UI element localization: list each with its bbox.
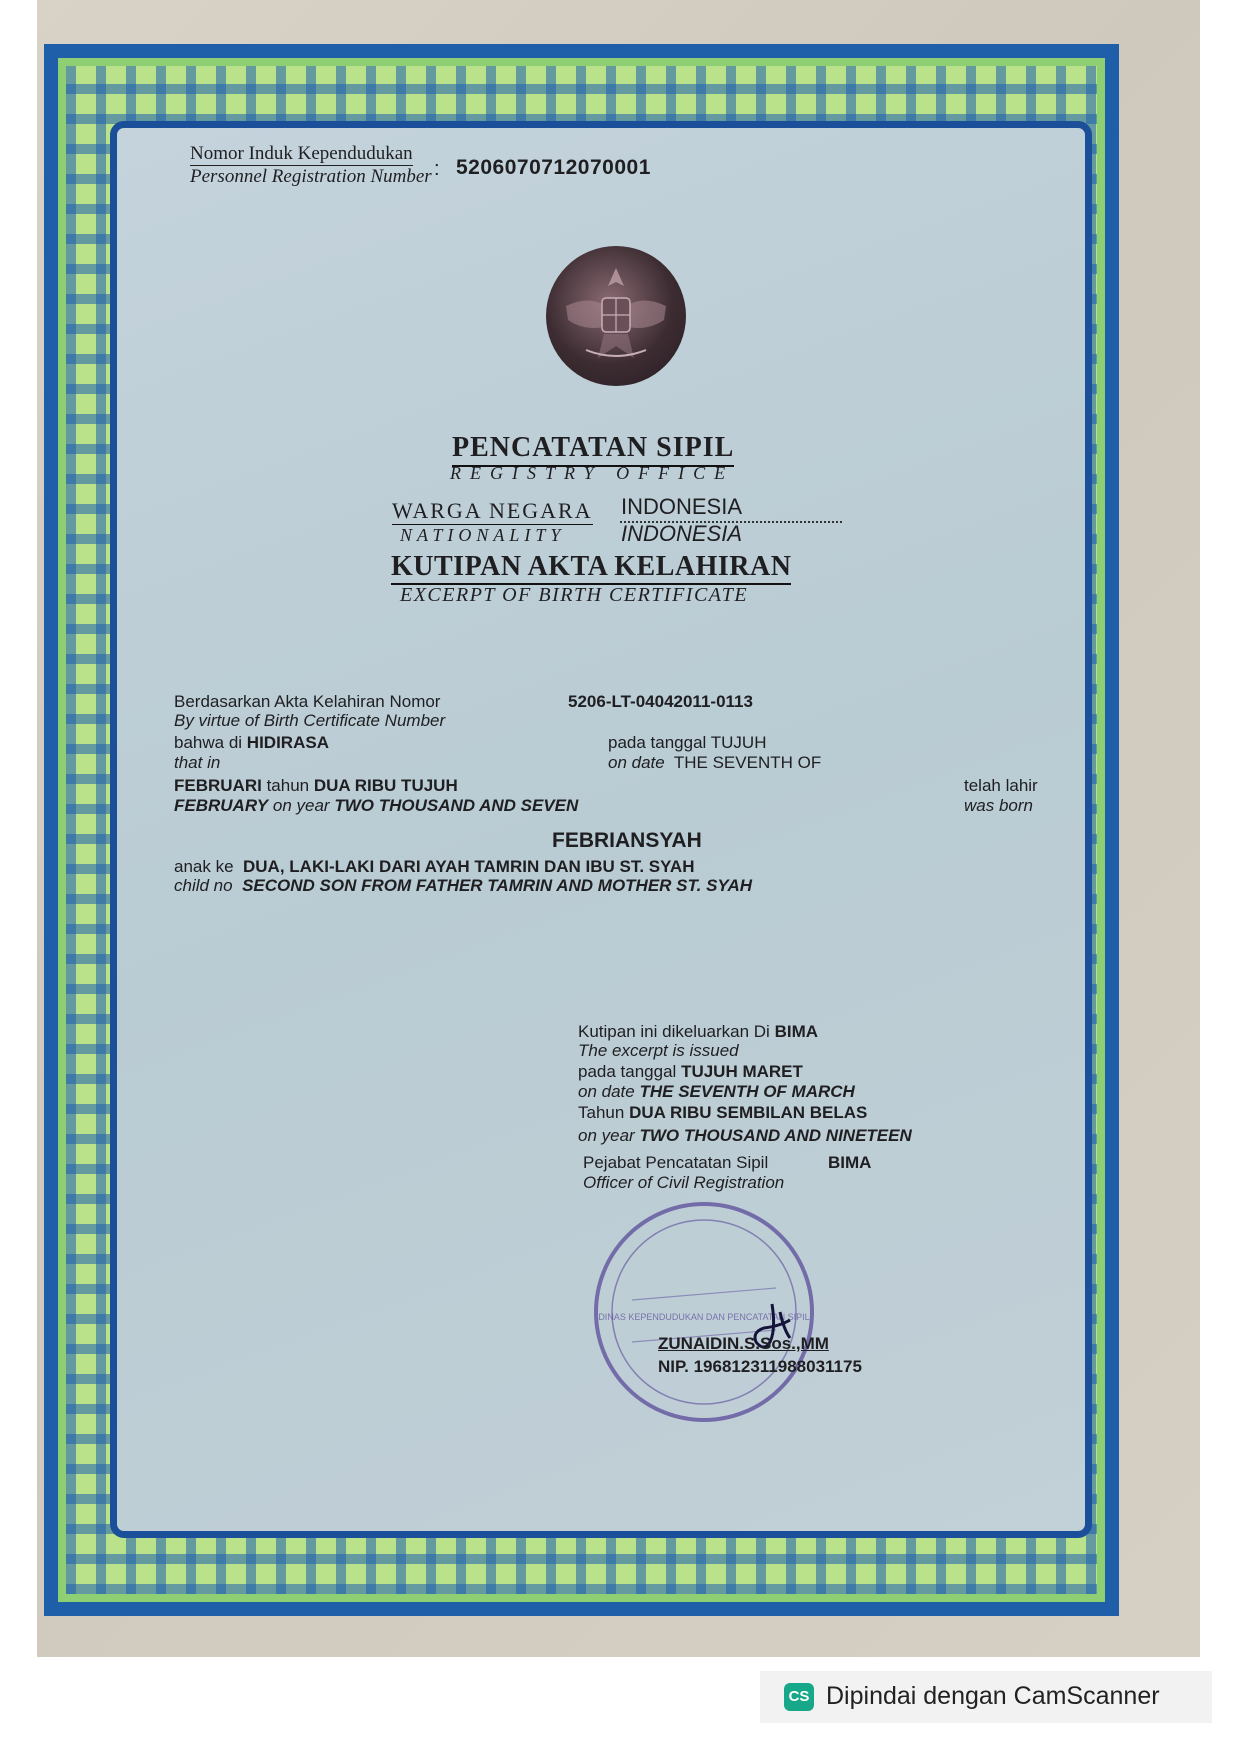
place-line-id [174, 733, 329, 752]
year-word-id: tahun [266, 776, 310, 795]
month-en: FEBRUARY [174, 796, 269, 815]
date-value-id: TUJUH [710, 733, 767, 752]
issued-year-prefix-id: Tahun [578, 1103, 625, 1122]
nik-label [190, 143, 432, 188]
issued-date-prefix-en: on date [578, 1082, 635, 1101]
child-no-value-en: SECOND SON FROM FATHER TAMRIN AND MOTHER ST. SYAH [242, 876, 753, 895]
issued-label-id: Kutipan ini dikeluarkan Di [578, 1022, 770, 1041]
officer-label-id: Pejabat Pencatatan Sipil [583, 1153, 769, 1172]
nationality-value-en: INDONESIA [621, 521, 743, 546]
title-pencatatan-sipil: PENCATATAN SIPIL [452, 432, 734, 467]
issued-date-en: THE SEVENTH OF MARCH [639, 1082, 855, 1101]
born-en: was born [964, 796, 1033, 815]
issued-date-id: TUJUH MARET [681, 1062, 803, 1081]
title-registry-office: REGISTRY OFFICE [450, 463, 735, 483]
issued-year-line-id [578, 1103, 867, 1122]
nik-value: 5206070712070001 [456, 156, 651, 179]
doc-title-excerpt: EXCERPT OF BIRTH CERTIFICATE [400, 584, 749, 606]
officer-name: ZUNAIDIN.S.Sos.,MM [658, 1334, 829, 1353]
issued-date-prefix-id: pada tanggal [578, 1062, 677, 1081]
garuda-emblem-icon [546, 246, 686, 386]
stamp-text: DINAS KEPENDUDUKAN DAN PENCATATAN SIPIL [598, 1312, 810, 1322]
issued-label-en: The excerpt is issued [578, 1041, 739, 1060]
doc-title-kutipan: KUTIPAN AKTA KELAHIRAN [391, 551, 791, 585]
officer-nip: NIP. 196812311988031175 [658, 1357, 862, 1376]
nationality-label-id: WARGA NEGARA [392, 498, 593, 523]
child-no-line-en [174, 876, 752, 895]
issued-year-line-en [578, 1126, 912, 1145]
child-no-line-id [174, 857, 694, 876]
year-word-en: on year [272, 796, 330, 815]
issued-line-id [578, 1022, 818, 1041]
issued-year-en: TWO THOUSAND AND NINETEEN [639, 1126, 912, 1145]
date-line-id [608, 733, 766, 752]
issued-year-id: DUA RIBU SEMBILAN BELAS [629, 1103, 868, 1122]
issued-date-line-id [578, 1062, 803, 1081]
date-prefix-en: on date [608, 753, 665, 772]
place-prefix-id: bahwa di [174, 733, 243, 752]
child-no-label-id: anak ke [174, 857, 234, 876]
nationality-value-id: INDONESIA [621, 494, 743, 519]
scanner-watermark-text: Dipindai dengan CamScanner [826, 1682, 1160, 1710]
official-stamp-icon [584, 1192, 824, 1432]
cert-label-en: By virtue of Birth Certificate Number [174, 711, 446, 730]
nik-label-id: Nomor Induk Kependudukan [190, 143, 413, 164]
date-prefix-id: pada tanggal [608, 733, 707, 752]
month-line-id [174, 776, 458, 795]
child-no-value-id: DUA, LAKI-LAKI DARI AYAH TAMRIN DAN IBU ST. SYAH [243, 857, 695, 876]
nationality-label-en: NATIONALITY [400, 525, 566, 545]
cert-label-id: Berdasarkan Akta Kelahiran Nomor [174, 692, 441, 711]
issued-year-prefix-en: on year [578, 1126, 635, 1145]
officer-label-en: Officer of Civil Registration [583, 1173, 785, 1192]
camscanner-logo-icon: CS [784, 1683, 814, 1711]
place-value: HIDIRASA [246, 733, 329, 752]
child-no-label-en: child no [174, 876, 233, 895]
date-line-en [608, 753, 821, 772]
nik-colon: : [434, 158, 440, 180]
place-prefix-en: that in [174, 753, 221, 772]
child-name: FEBRIANSYAH [552, 829, 702, 852]
month-id: FEBRUARI [174, 776, 262, 795]
month-line-en [174, 796, 578, 815]
nik-label-en: Personnel Registration Number [190, 166, 432, 187]
born-id: telah lahir [964, 776, 1038, 795]
officer-place: BIMA [828, 1153, 872, 1172]
date-value-en: THE SEVENTH OF [673, 753, 822, 772]
issued-place: BIMA [774, 1022, 819, 1041]
cert-number: 5206-LT-04042011-0113 [568, 692, 753, 711]
year-en: TWO THOUSAND AND SEVEN [334, 796, 579, 815]
issued-date-line-en [578, 1082, 855, 1101]
year-id: DUA RIBU TUJUH [313, 776, 458, 795]
